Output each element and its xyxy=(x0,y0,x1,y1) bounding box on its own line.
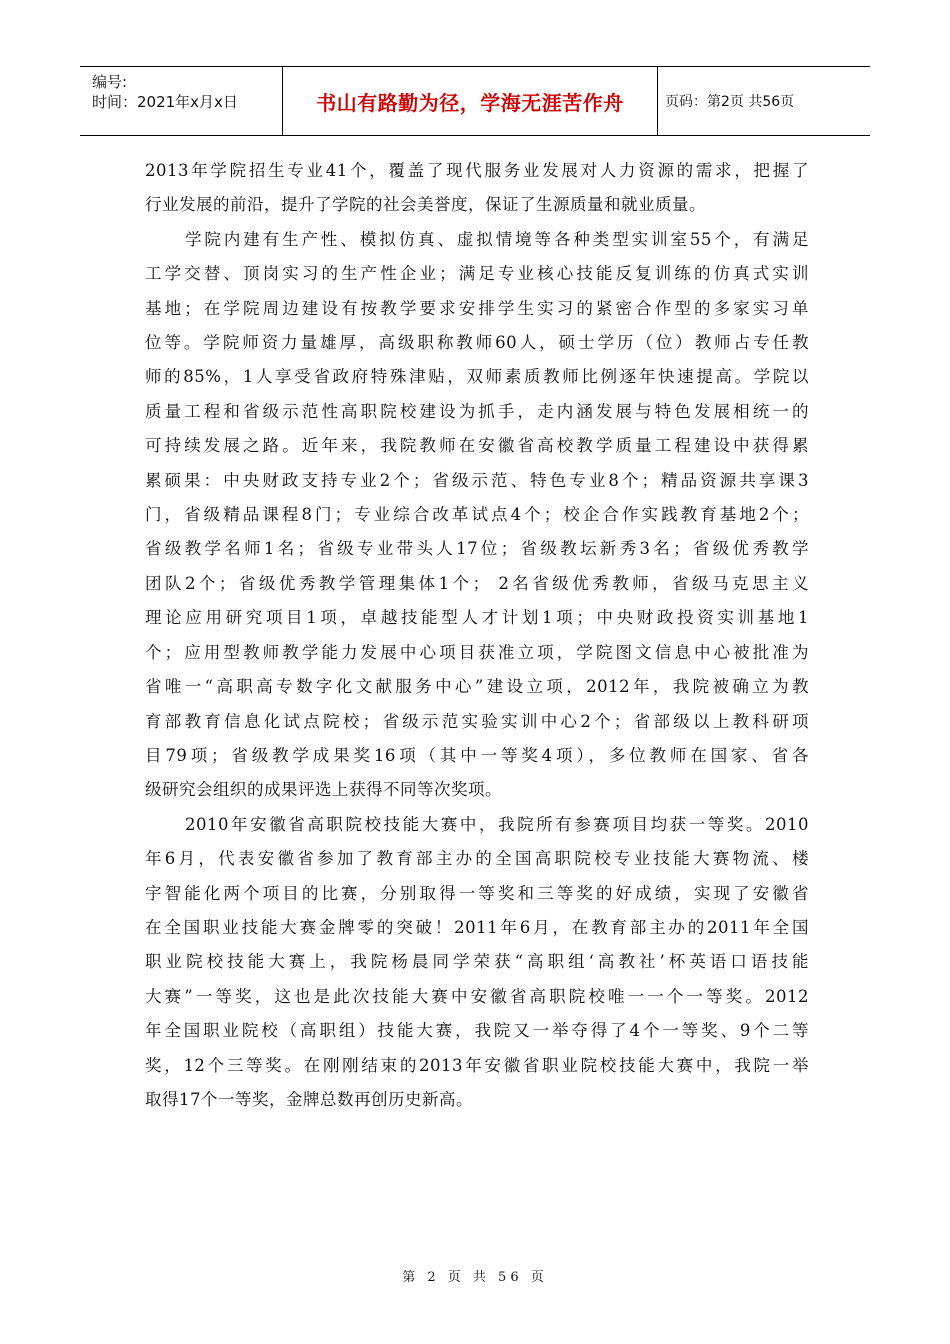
paragraph-line: 工学交替、顶岗实习的生产性企业；满足专业核心技能反复训练的仿真式实训 xyxy=(145,264,809,284)
paragraph-line: 团队2个；省级优秀教学管理集体1个； 2名省级优秀教师，省级马克思主义 xyxy=(145,573,809,593)
paragraph-line: 大赛”一等奖，这也是此次技能大赛中安徽省高职院校唯一一个一等奖。2012 xyxy=(145,986,809,1006)
paragraph-line: 位等。学院师资力量雄厚，高级职称教师60人，硕士学历（位）教师占专任教 xyxy=(145,333,809,353)
document-body xyxy=(145,154,809,1117)
paragraph-line: 级研究会组织的成果评选上获得不同等次奖项。 xyxy=(145,780,502,800)
paragraph-line: 育部教育信息化试点院校；省级示范实验实训中心2个；省部级以上教科研项 xyxy=(145,711,809,731)
page-footer: 第 2 页 共 56 页 xyxy=(402,1270,548,1285)
paragraph-line: 2013年学院招生专业41个，覆盖了现代服务业发展对人力资源的需求，把握了 xyxy=(145,161,809,180)
document-number-label: 编号: xyxy=(92,73,128,91)
paragraph-line: 职业院校技能大赛上，我院杨晨同学荣获“高职组‘高教社’杯英语口语技能 xyxy=(145,952,809,972)
paragraph-line: 学院内建有生产性、模拟仿真、虚拟情境等各种类型实训室55个，有满足 xyxy=(185,229,809,249)
paragraph-line: 省唯一“高职高专数字化文献服务中心”建设立项，2012年，我院被确立为教 xyxy=(145,677,809,697)
paragraph xyxy=(145,808,809,1118)
document-date-label: 时间：2021年x月x日 xyxy=(92,93,238,111)
paragraph xyxy=(145,154,809,223)
page-header xyxy=(80,66,870,136)
paragraph-line: 累硕果：中央财政支持专业2个；省级示范、特色专业8个；精品资源共享课3 xyxy=(145,470,809,490)
header-motto: 书山有路勤为径，学海无涯苦作舟 xyxy=(282,67,658,135)
paragraph-line: 理论应用研究项目1项，卓越技能型人才计划1项；中央财政投资实训基地1 xyxy=(145,608,809,628)
paragraph-line: 省级教学名师1名；省级专业带头人17位；省级教坛新秀3名；省级优秀教学 xyxy=(145,539,809,559)
paragraph-line: 年全国职业院校（高职组）技能大赛，我院又一举夺得了4个一等奖、9个二等 xyxy=(145,1021,809,1041)
paragraph-line: 2010年安徽省高职院校技能大赛中，我院所有参赛项目均获一等奖。2010 xyxy=(185,814,809,834)
paragraph-line: 门，省级精品课程8门；专业综合改革试点4个；校企合作实践教育基地2个； xyxy=(145,505,809,525)
paragraph-line: 行业发展的前沿，提升了学院的社会美誉度，保证了生源质量和就业质量。 xyxy=(145,195,706,215)
paragraph-line: 可持续发展之路。近年来，我院教师在安徽省高校教学质量工程建设中获得累 xyxy=(145,436,809,456)
paragraph-line: 目79项；省级教学成果奖16项（其中一等奖4项），多位教师在国家、省各 xyxy=(145,745,809,765)
paragraph xyxy=(145,223,809,808)
paragraph-line: 宇智能化两个项目的比赛，分别取得一等奖和三等奖的好成绩，实现了安徽省 xyxy=(145,883,809,903)
paragraph-line: 个；应用型教师教学能力发展中心项目获准立项，学院图文信息中心被批准为 xyxy=(145,642,809,662)
paragraph-line: 质量工程和省级示范性高职院校建设为抓手，走内涵发展与特色发展相统一的 xyxy=(145,401,809,421)
paragraph-line: 年6月，代表安徽省参加了教育部主办的全国高职院校专业技能大赛物流、楼 xyxy=(145,849,809,869)
paragraph-line: 奖，12个三等奖。在刚刚结束的2013年安徽省职业院校技能大赛中，我院一举 xyxy=(145,1055,809,1075)
header-page-info: 页码：第2页 共56页 xyxy=(665,94,795,110)
paragraph-line: 取得17个一等奖，金牌总数再创历史新高。 xyxy=(145,1089,473,1109)
paragraph-line: 师的85%，1人享受省政府特殊津贴，双师素质教师比例逐年快速提高。学院以 xyxy=(145,367,809,387)
paragraph-line: 在全国职业技能大赛金牌零的突破！2011年6月，在教育部主办的2011年全国 xyxy=(145,917,809,937)
header-meta xyxy=(80,67,282,135)
paragraph-line: 基地；在学院周边建设有按教学要求安排学生实习的紧密合作型的多家实习单 xyxy=(145,298,809,318)
